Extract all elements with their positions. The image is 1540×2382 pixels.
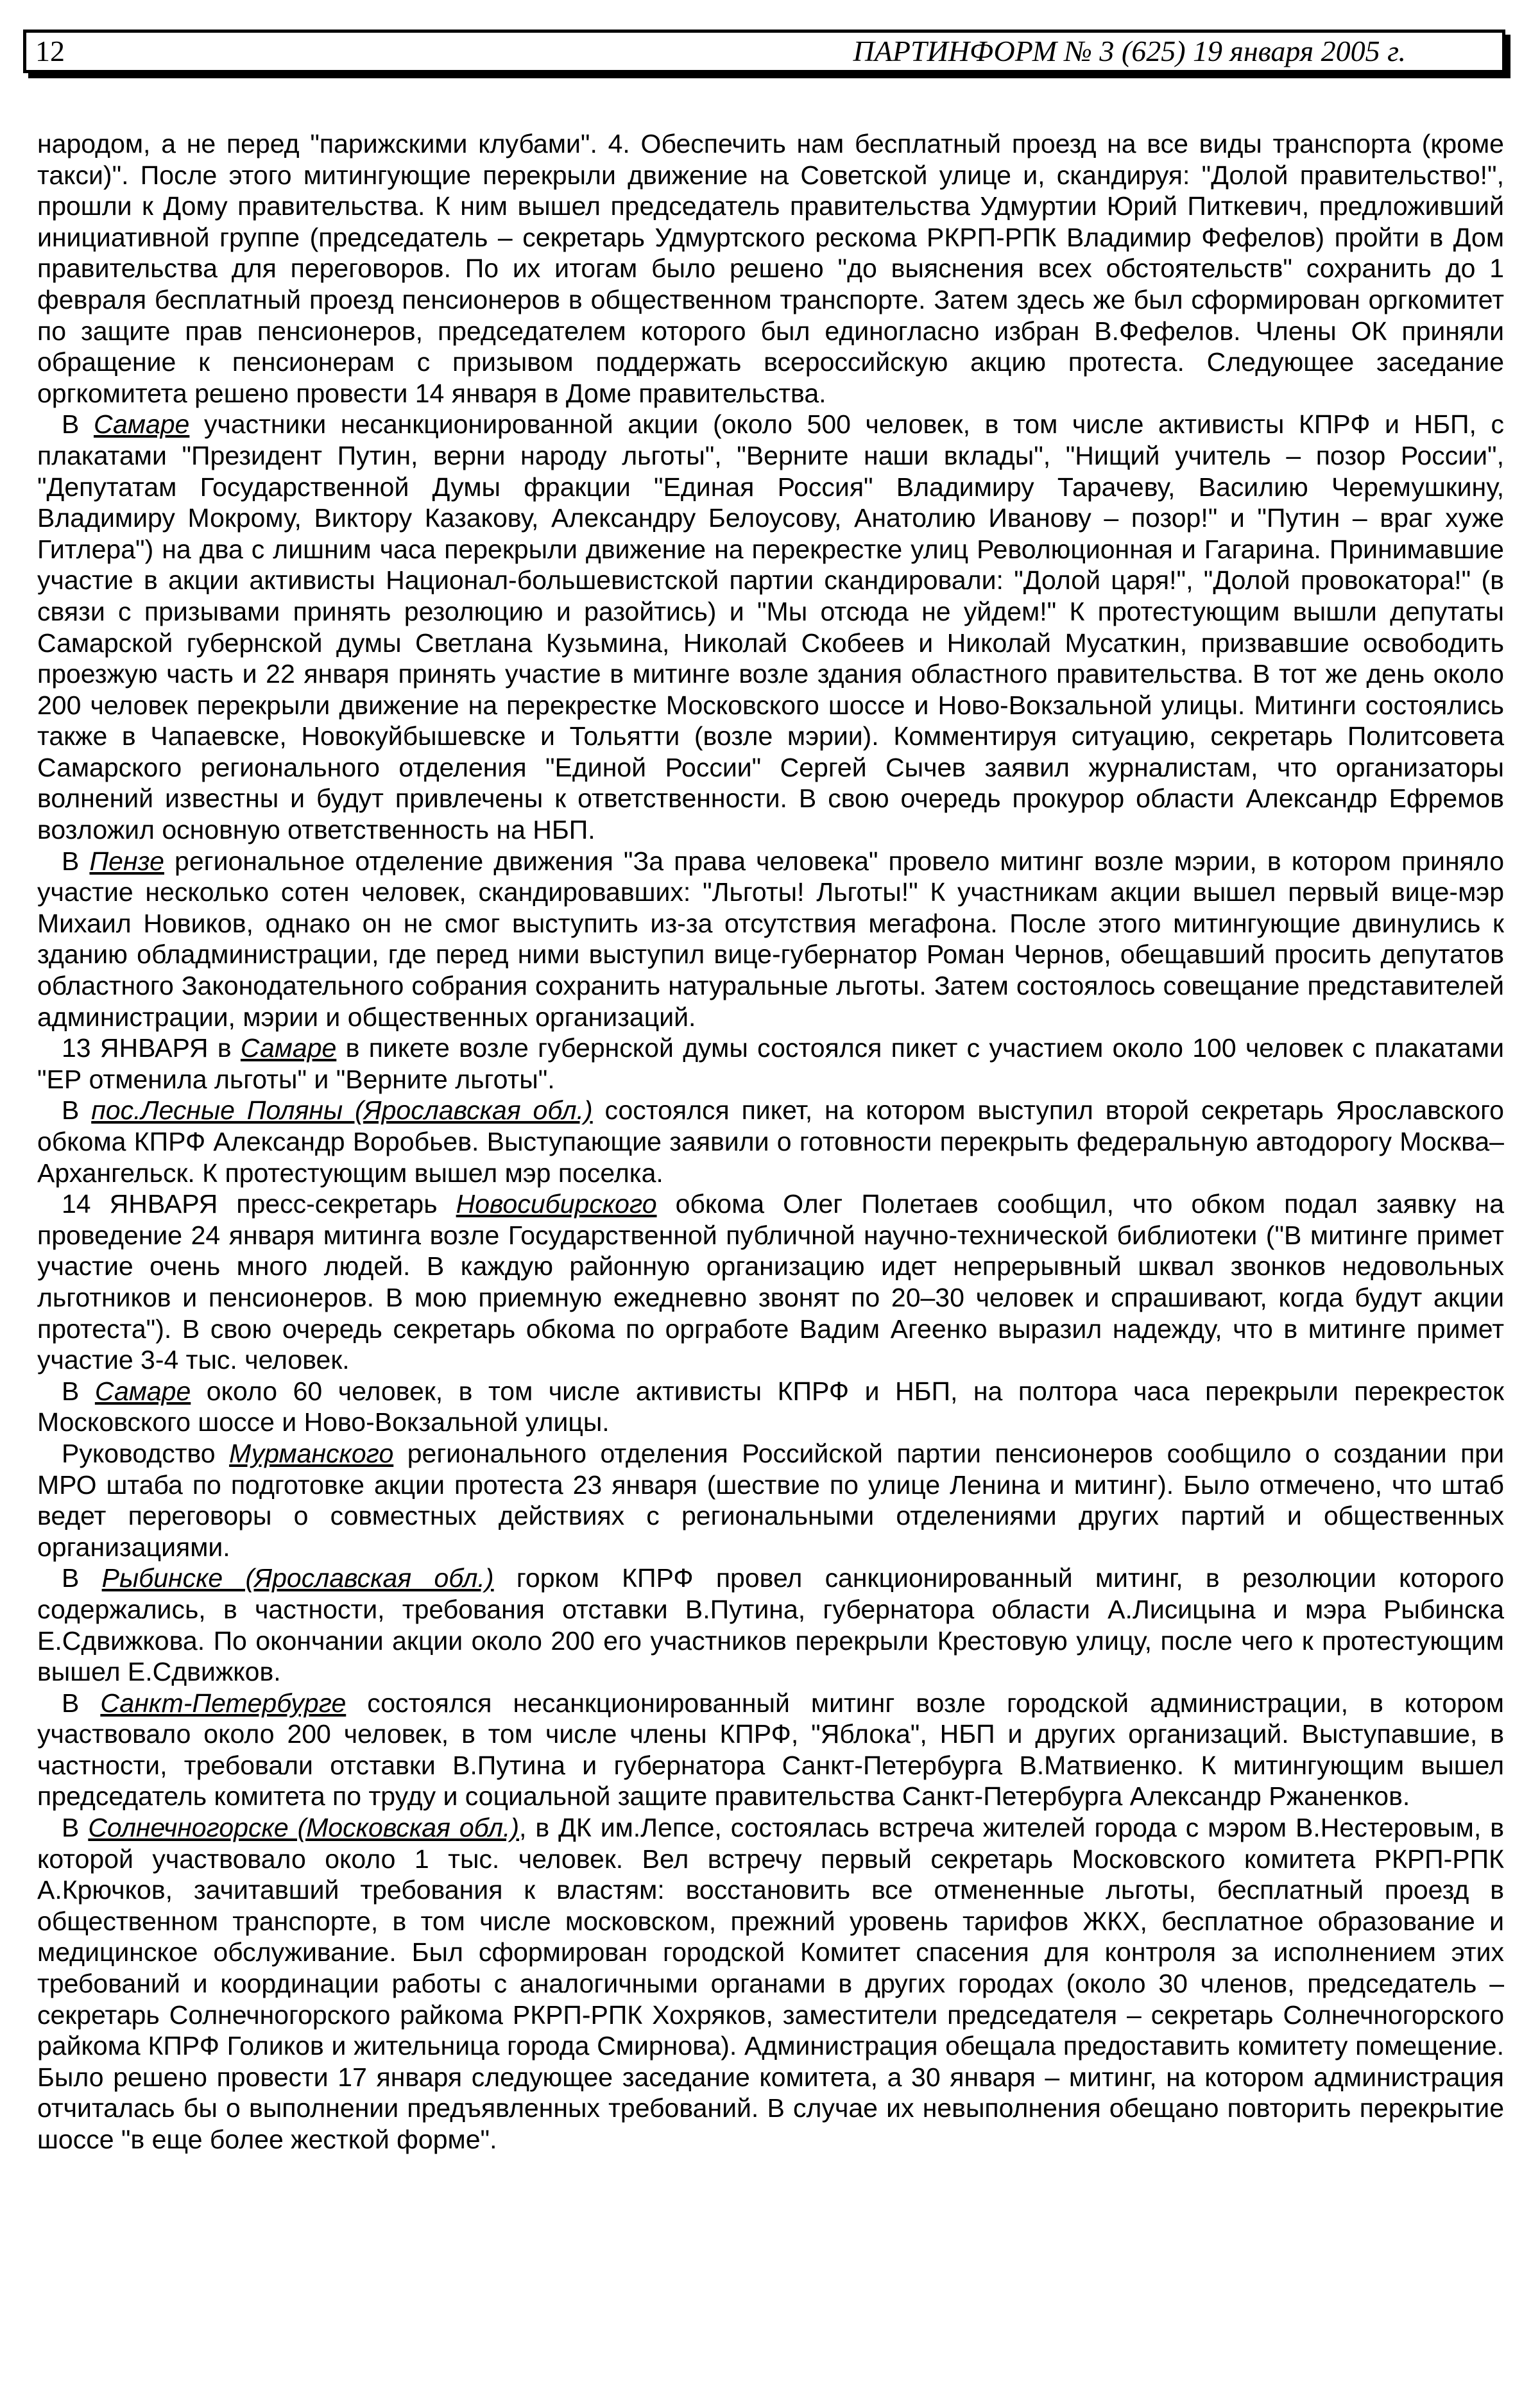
place-name: пос.Лесные Поляны (Ярославская обл.): [91, 1095, 593, 1126]
issue-title: ПАРТИНФОРМ № 3 (625) 19 января 2005 г.: [853, 35, 1406, 67]
paragraph-text: В: [62, 1095, 92, 1126]
article-body: [37, 128, 1504, 2155]
article-paragraph: [37, 1032, 1504, 1095]
article-paragraph: [37, 1812, 1504, 2155]
place-name: Самаре: [240, 1033, 337, 1063]
paragraph-text: В: [62, 1563, 102, 1593]
paragraph-text: 14 ЯНВАРЯ пресс-секретарь: [62, 1189, 456, 1219]
paragraph-text: народом, а не перед "парижскими клубами". 4. Обеспечить нам бесплатный проезд на все виды транспорта (кроме такси)". После этого митингующие перекрыли движение на Советской улице и, скандируя: "Долой правительство!", прошли к Дому правительства. К ним вышел председатель правительства Удмуртии Юрий Питкевич, предложивший инициативной группе (председатель – секретарь Удмуртского рескома РКРП-РПК Владимир Фефелов) пройти в Дом правительства для переговоров. По их итогам было решено "до выяснения всех обстоятельств" сохранить до 1 февраля бесплатный проезд пенсионеров в общественном транспорте. Затем здесь же был сформирован оргкомитет по защите прав пенсионеров, председателем которого был единогласно избран В.Фефелов. Члены ОК приняли обращение к пенсионерам с призывом поддержать всероссийскую акцию протеста. Следующее заседание оргкомитета решено провести 14 января в Доме правительства.: [37, 129, 1504, 408]
page-header: [23, 30, 1505, 73]
paragraph-text: участники несанкционированной акции (около 500 человек, в том числе активисты КПРФ и НБП, с плакатами "Президент Путин, верни народу льготы", "Верните наши вклады", "Нищий учитель – позор России", "Депутатам Государственной Думы фракции "Единая Россия" Владимиру Тарачеву, Василию Черемушкину, Владимиру Мокрому, Виктору Казакову, Александру Белоусову, Анатолию Иванову – позор!" и "Путин – враг хуже Гитлера") на два с лишним часа перекрыли движение на перекрестке улиц Революционная и Гагарина. Принимавшие участие в акции активисты Национал-большевистской партии скандировали: "Долой царя!", "Долой провокатора!" (в связи с призывами принять резолюцию и разойтись) и "Мы отсюда не уйдем!" К протестующим вышли депутаты Самарской губернской думы Светлана Кузьмина, Николай Скобеев и Николай Мусаткин, призвавшие освободить проезжую часть и 22 января принять участие в митинге возле здания областного правительства. В тот же день около 200 человек перекрыли движение на перекрестке Московского шоссе и Ново-Вокзальной улицы. Митинги состоялись также в Чапаевске, Новокуйбышевске и Тольятти (возле мэрии). Комментируя ситуацию, секретарь Политсовета Самарского регионального отделения "Единой России" Сергей Сычев заявил журналистам, что организаторы волнений известны и будут привлечены к ответственности. В свою очередь прокурор области Александр Ефремов возложил основную ответственность на НБП.: [37, 409, 1504, 845]
article-paragraph: [37, 128, 1504, 409]
place-name: Мурманского: [229, 1438, 394, 1468]
paragraph-text: В: [62, 409, 94, 440]
article-paragraph: [37, 1095, 1504, 1188]
article-paragraph: [37, 1688, 1504, 1812]
place-name: Новосибирского: [456, 1189, 657, 1219]
paragraph-text: регионального отделения Российской партии пенсионеров сообщило о создании при МРО штаба по подготовке акции протеста 23 января (шествие по улице Ленина и митинг). Было отмечено, что штаб ведет переговоры о совместных действиях с региональными отделениями других партий и общественных организациями.: [37, 1438, 1504, 1562]
article-paragraph: [37, 846, 1504, 1033]
paragraph-text: состоялся пикет, на котором выступил второй секретарь Ярославского обкома КПРФ Александр Воробьев. Выступающие заявили о готовности перекрыть федеральную автодорогу Москва–Архангельск. К протестующим вышел мэр поселка.: [37, 1095, 1504, 1188]
place-name: Солнечногорске (Московская обл.): [88, 1813, 519, 1843]
place-name: Санкт-Петербурге: [100, 1688, 346, 1718]
paragraph-text: В: [62, 1813, 89, 1843]
paragraph-text: Руководство: [62, 1438, 230, 1468]
paragraph-text: в пикете возле губернской думы состоялся пикет с участием около 100 человек с плакатами "ЕР отменила льготы" и "Верните льготы".: [37, 1033, 1504, 1094]
article-paragraph: [37, 1376, 1504, 1438]
place-name: Рыбинске (Ярославская обл.): [101, 1563, 494, 1593]
paragraph-text: региональное отделение движения "За права человека" провело митинг возле мэрии, в котором приняло участие несколько сотен человек, скандировавших: "Льготы! Льготы!" К участникам акции вышел первый вице-мэр Михаил Новиков, однако он не смог выступить из-за отсутствия мегафона. После этого митингующие двинулись к зданию обладминистрации, где перед ними выступил вице-губернатор Роман Чернов, обещавший просить депутатов областного Законодательного собрания сохранить натуральные льготы. Затем состоялось совещание представителей администрации, мэрии и общественных организаций.: [37, 846, 1504, 1032]
paragraph-text: В: [62, 1688, 101, 1718]
paragraph-text: около 60 человек, в том числе активисты КПРФ и НБП, на полтора часа перекрыли перекресток Московского шоссе и Ново-Вокзальной улицы.: [37, 1376, 1504, 1437]
place-name: Самаре: [94, 1376, 191, 1406]
place-name: Самаре: [93, 409, 190, 440]
paragraph-text: обкома Олег Полетаев сообщил, что обком подал заявку на проведение 24 января митинга возле Государственной публичной научно-технической библиотеки ("В митинге примет участие очень много людей. В каждую районную организацию идет непрерывный шквал звонков недовольных льготников и пенсионеров. В мою приемную ежедневно звонят по 20–30 человек и спрашивают, когда будут акции протеста"). В свою очередь секретарь обкома по оргработе Вадим Агеенко выразил надежду, что в митинге примет участие 3-4 тыс. человек.: [37, 1189, 1505, 1375]
article-paragraph: [37, 1188, 1504, 1376]
paragraph-text: горком КПРФ провел санкционированный митинг, в резолюции которого содержались, в частности, требования отставки В.Путина, губернатора области А.Лисицына и мэра Рыбинска Е.Сдвижкова. По окончании акции около 200 его участников перекрыли Крестовую улицу, после чего к протестующим вышел Е.Сдвижков.: [37, 1563, 1504, 1687]
paragraph-text: состоялся несанкционированный митинг возле городской администрации, в котором участвовало около 200 человек, в том числе члены КПРФ, "Яблока", НБП и других организаций. Выступавшие, в частности, требовали отставки В.Путина и губернатора Санкт-Петербурга В.Матвиенко. К митингующим вышел председатель комитета по труду и социальной защите правительства Санкт-Петербурга Александр Ржаненков.: [37, 1688, 1504, 1812]
paragraph-text: В: [62, 846, 90, 876]
article-paragraph: [37, 1438, 1504, 1563]
article-paragraph: [37, 409, 1504, 845]
paragraph-text: 13 ЯНВАРЯ в: [62, 1033, 241, 1063]
paragraph-text: , в ДК им.Лепсе, состоялась встреча жителей города с мэром В.Нестеровым, в которой участвовало около 1 тыс. человек. Вел встречу первый секретарь Московского комитета РКРП-РПК А.Крючков, зачитавший требования к властям: восстановить все отмененные льготы, бесплатный проезд в общественном транспорте, в том числе московском, прежний уровень тарифов ЖКХ, бесплатное образование и медицинское обслуживание. Был сформирован городской Комитет спасения для контроля за исполнением этих требований и координации работы с аналогичными органами в других городах (около 30 членов, председатель – секретарь Солнечногорского райкома РКРП-РПК Хохряков, заместители председателя – секретарь Солнечногорского райкома КПРФ Голиков и жительница города Смирнова). Администрация обещала предоставить комитету помещение. Было решено провести 17 января следующее заседание комитета, а 30 января – митинг, на котором администрация отчиталась бы о выполнении предъявленных требований. В случае их невыполнения обещано повторить перекрытие шоссе "в еще более жесткой форме".: [37, 1813, 1504, 2154]
place-name: Пензе: [89, 846, 164, 876]
page-number: 12: [35, 35, 65, 67]
paragraph-text: В: [62, 1376, 95, 1406]
article-paragraph: [37, 1563, 1504, 1687]
